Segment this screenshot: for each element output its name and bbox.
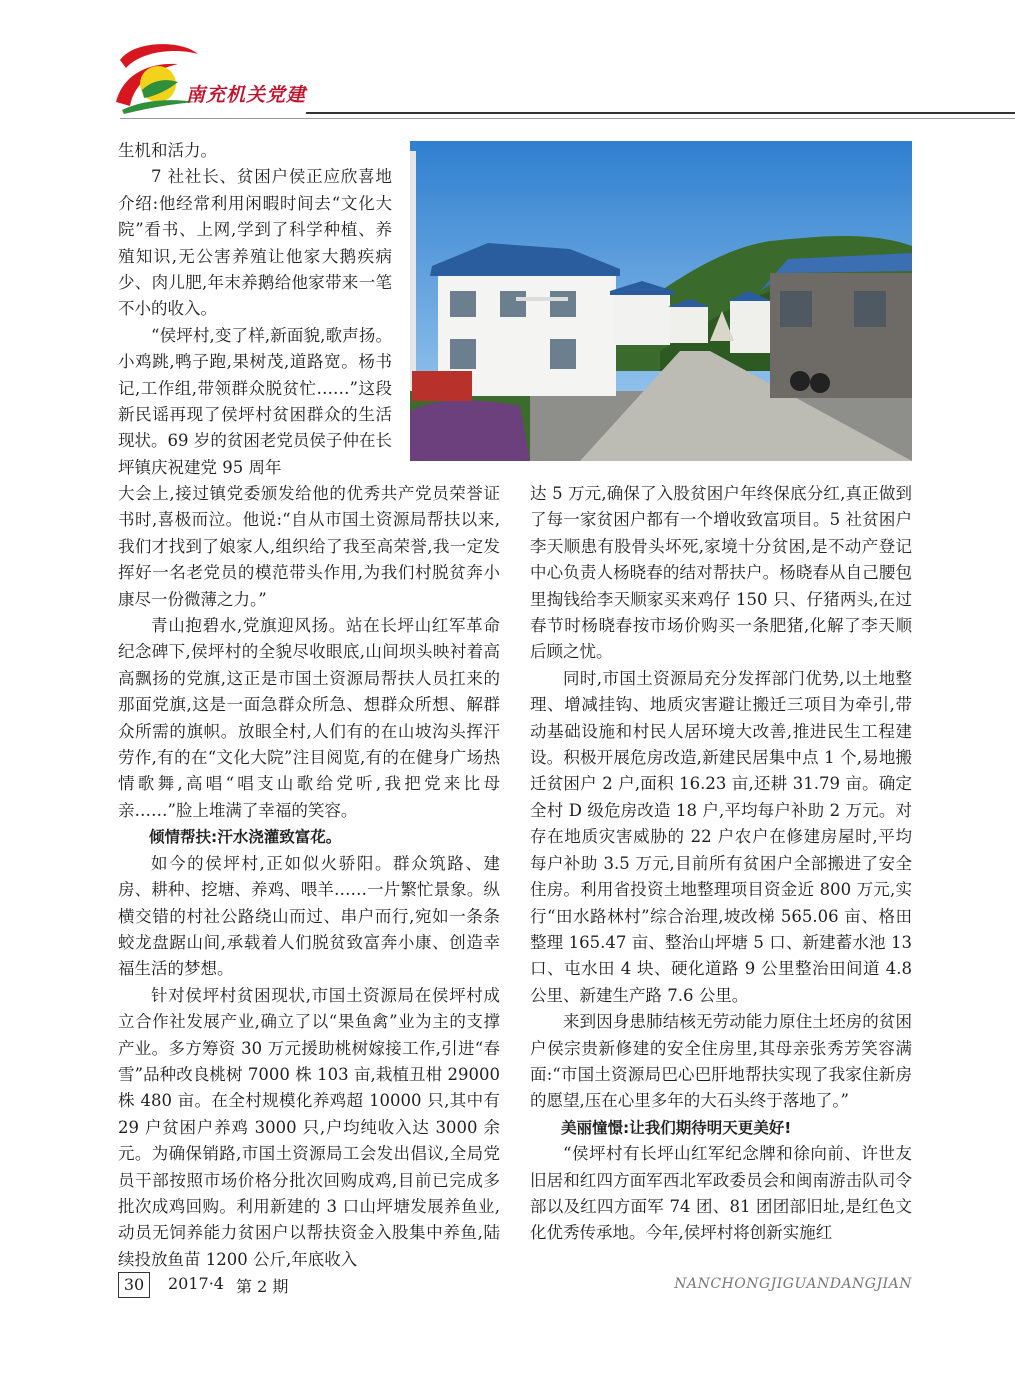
magazine-title: 南充机关党建 (186, 84, 307, 106)
page-number: 30 (118, 1272, 150, 1298)
paragraph: 达 5 万元,确保了入股贫困户年终保底分红,真正做到了每一家贫困户都有一个增收致富项目。5 社贫困户李天顺患有股骨头坏死,家境十分贫困,是不动产登记中心负责人杨晓春的结对帮扶户。杨晓春从自己腰包里掏钱给李天顺家买来鸡仔 150 只、仔猪两头,在过春节时杨晓春按市场价购买一条肥猪,化解了李天顺后顾之忧。 (530, 484, 912, 662)
village-photo-icon (410, 141, 912, 461)
issue-number: 第 2 期 (236, 1277, 289, 1296)
section-heading: 美丽憧憬:让我们期待明天更美好! (561, 1118, 792, 1137)
footer-brand: NANCHONGJIGUANDANGJIAN (674, 1276, 912, 1292)
right-column (530, 481, 912, 1247)
issue-date: 2017·4 (168, 1274, 224, 1293)
paragraph: 同时,市国土资源局充分发挥部门优势,以土地整理、增减挂钩、地质灾害避让搬迁三项目为牵引,带动基础设施和村民人居环境大改善,推进民生工程建设。积极开展危房改造,新建民居集中点 1 个,易地搬迁贫困户 2 户,面积 16.23 亩,还耕 31.79 亩。确定全村 D 级危房改造 18 户,平均每户补助 2 万元。对存在地质灾害威胁的 22 户农户在修建房屋时,平均每户补助 3.5 万元,目前所有贫困户全部搬进了安全住房。利用省投资土地整理项目资金近 800 万元,实行“田水路林村”综合治理,坡改梯 565.06 亩、格田整理 165.47 亩、整治山坪塘 5 口、新建蓄水池 13 口、屯水田 4 块、硬化道路 9 公里整治田间道 4.8 公里、新建生产路 7.6 公里。 (530, 668, 912, 1005)
paragraph: 7 社社长、贫困户侯正应欣喜地介绍:他经常利用闲暇时间去“文化大院”看书、上网,学到了科学种植、养殖知识,无公害养殖让他家大鹅疾病少、肉儿肥,年末养鹅给他家带来一笔不小的收入。 (118, 167, 392, 319)
paragraph: 针对侯坪村贫困现状,市国土资源局在侯坪村成立合作社发展产业,确立了以“果鱼禽”业为主的支撑产业。多方筹资 30 万元援助桃树嫁接工作,引进“春雪”品种改良桃树 7000 株 103 亩,栽植丑柑 29000 株 480 亩。在全村规模化养鸡超 10000 只,其中有 29 户贫困户养鸡 3000 只,户均纯收入达 3000 余元。为确保销路,市国土资源局工会发出倡议,全局党员干部按照市场价格分批次回购成鸡,目前已完成多批次成鸡回购。利用新建的 3 口山坪塘发展养鱼业,动员无饲养能力贫困户以帮扶资金入股集中养鱼,陆续投放鱼苗 1200 公斤,年底收入 (118, 985, 500, 1269)
section-heading: 倾情帮扶:汗水浇灌致富花。 (149, 828, 342, 847)
paragraph: “侯坪村,变了样,新面貌,歌声扬。小鸡跳,鸭子跑,果树茂,道路宽。杨书记,工作组,带领群众脱贫忙……”这段新民谣再现了侯坪村贫困群众的生活现状。69 岁的贫困老党员侯子仲在长坪镇庆祝建党 95 周年 (118, 325, 392, 477)
header-divider-thin (120, 118, 1015, 119)
paragraph: 生机和活力。 (118, 141, 217, 160)
page-footer (0, 1268, 1015, 1308)
paragraph: 来到因身患肺结核无劳动能力原住土坯房的贫困户侯宗贵新修建的安全住房里,其母亲张秀芳笑容满面:“市国土资源局巴心巴肝地帮扶实现了我家住新房的愿望,压在心里多年的大石头终于落地了。” (530, 1012, 912, 1111)
page-header (0, 0, 1015, 125)
paragraph: 大会上,接过镇党委颁发给他的优秀共产党员荣誉证书时,喜极而泣。他说:“自从市国土资源局帮扶以来,我们才找到了娘家人,组织给了我至高荣誉,我一定发挥好一名老党员的模范带头作用,为我们村脱贫奔小康尽一份微薄之力。” (118, 484, 500, 609)
paragraph: “侯坪村有长坪山红军纪念牌和徐向前、许世友旧居和红四方面军西北军政委员会和闽南游击队司令部以及红四方面军 74 团、81 团团部旧址,是红色文化优秀传承地。今年,侯坪村将创新实施红 (530, 1144, 912, 1243)
left-column (118, 481, 500, 1273)
paragraph: 青山抱碧水,党旗迎风扬。站在长坪山红军革命纪念碑下,侯坪村的全貌尽收眼底,山间坝头映衬着高高飘扬的党旗,这正是市国土资源局帮扶人员扛来的那面党旗,这是一面急群众所急、想群众所想、解群众所需的旗帜。放眼全村,人们有的在山坡沟头挥汗劳作,有的在“文化大院”注目阅览,有的在健身广场热情歌舞,高唱“唱支山歌给党听,我把党来比母亲……”脸上堆满了幸福的笑容。 (118, 616, 500, 820)
left-column-top (118, 138, 392, 481)
paragraph: 如今的侯坪村,正如似火骄阳。群众筑路、建房、耕种、挖塘、养鸡、喂羊……一片繁忙景象。纵横交错的村社公路绕山而过、串户而行,宛如一条条蛟龙盘踞山间,承载着人们脱贫致富奔小康、创造幸福生活的梦想。 (118, 853, 500, 979)
header-divider (306, 112, 1015, 114)
